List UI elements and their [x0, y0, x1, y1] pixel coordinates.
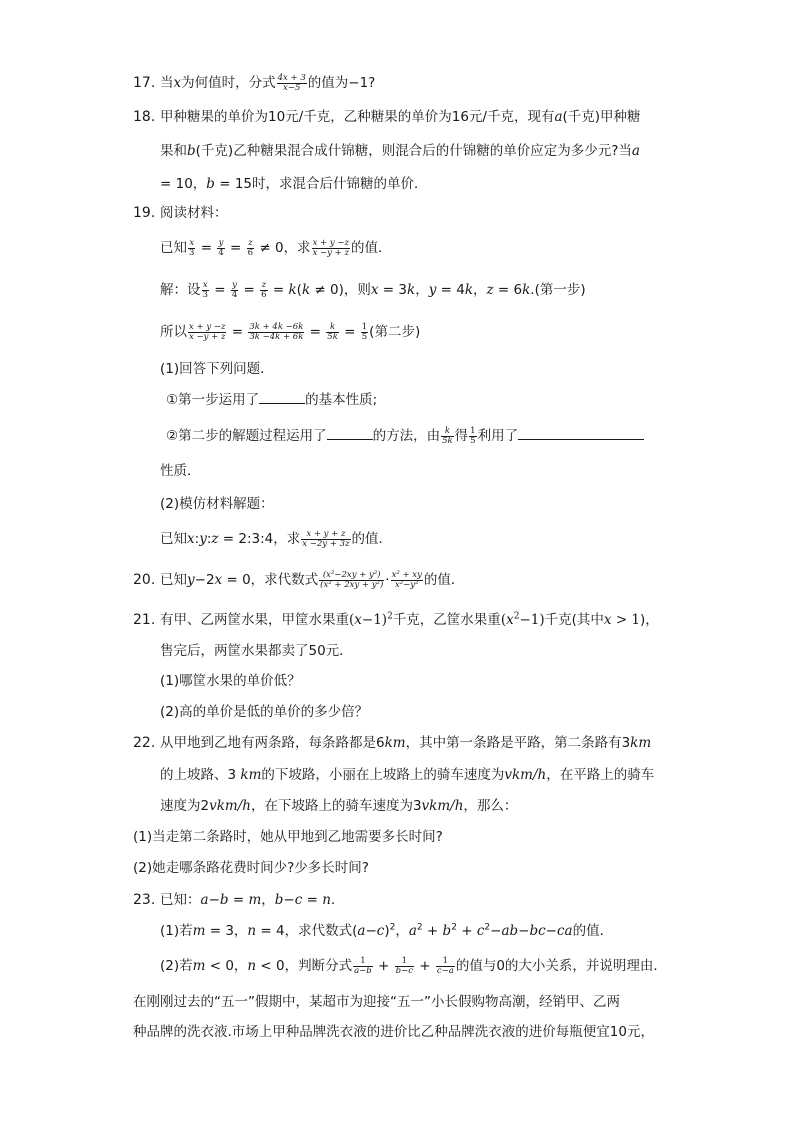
question-18-line3: = 10，b = 15时，求混合后什锦糖的单价． [160, 176, 428, 192]
question-19-part1a: ①第一步运用了 的基本性质; [166, 389, 377, 410]
question-23-given: 已知：a−b = m，b−c = n. [160, 892, 336, 908]
question-19-solution: 解：设 $\frac{x}{3}$ = $\frac{y}{4}$ = $\frac{z}{6}$ = k(k ≠ 0)，则x = 3k，y = 4k，z = 6k.(第一步) [160, 279, 586, 300]
question-21-line1: 有甲、乙两筐水果，甲筐水果重$(x-1)^2$千克，乙筐水果重$(x^2-1)$千克(其中x > 1)， [160, 611, 659, 628]
question-22-line1: 从甲地到乙地有两条路，每条路都是6km，其中第一条路是平路，第二条路有3km [160, 735, 652, 751]
question-19-part2-given: 已知x:y:z = 2:3:4，求 $\frac{x + y + z}{x -2y + 3z}$ 的值． [160, 528, 393, 549]
question-number: 21. [133, 612, 156, 628]
question-19-part1b-cont: 性质． [160, 463, 201, 479]
question-18-line1: 甲种糖果的单价为10元/千克，乙种糖果的单价为16元/千克，现有a(千克)甲种糖 [160, 109, 641, 125]
question-number: 17. [133, 75, 156, 91]
question-21-sub2: (2)高的单价是低的单价的多少倍？ [160, 704, 369, 720]
question-20: 已知y−2x = 0，求代数式 $\frac{\text{(x²−2xy + y²)}}{\text{(x² + 2xy + y²)}}$ · $\frac{\text{x² + xy}}{\text{x²−y²}}$ 的值． [160, 569, 465, 590]
question-19-given: 已知 $\frac{x}{3}$ = $\frac{y}{4}$ = $\frac{z}{6}$ ≠ 0，求 $\frac{x + y -z}{x -y + z}$ 的值． [160, 237, 392, 258]
question-number: 23. [133, 892, 156, 908]
question-22-line2: 的上坡路、3 km的下坡路，小丽在上坡路上的骑车速度为vkm/h，在平路上的骑车 [160, 767, 655, 783]
question-23-sub1: (1)若m = 3，n = 4，求代数式$(a-c)^2$，$a^2 + b^2 + c^2-ab-bc-ca$的值． [160, 922, 614, 939]
question-number: 18. [133, 109, 156, 125]
question-17: 当x为何值时，分式 $\frac{4x + 3}{x-5}$ 的值为−1? [160, 72, 376, 93]
answer-blank[interactable] [518, 425, 644, 440]
question-19-part1b: ②第二步的解题过程运用了 的方法，由 $\frac{k}{5k}$ 得 $\frac{1}{5}$ 利用了 [166, 425, 644, 446]
question-number: 19. [133, 205, 156, 221]
question-21-line2: 售完后，两筐水果都卖了50元． [160, 643, 353, 659]
question-24-line2: 种品牌的洗衣液.市场上甲种品牌洗衣液的进价比乙种品牌洗衣液的进价每瓶便宜10元， [133, 1024, 654, 1040]
question-23-sub2: (2)若m < 0，n < 0，判断分式 $\frac{1}{a-b}$ + $\frac{1}{b-c}$ + $\frac{1}{c-a}$ 的值与0的大小关系，并说明理由． [160, 955, 667, 976]
answer-blank[interactable] [327, 425, 373, 440]
question-19-part1: (1)回答下列问题． [160, 361, 274, 377]
question-19-step2: 所以 $\frac{x + y -z}{x -y + z}$ = $\frac{3k + 4k -6k}{3k -4k + 6k}$ = $\frac{k}{5k}$ = $\frac{1}{5}$ (第二步) [160, 321, 421, 342]
question-22-sub2: (2)她走哪条路花费时间少?少多长时间? [133, 860, 369, 876]
answer-blank[interactable] [259, 389, 305, 404]
question-21-sub1: (1)哪筐水果的单价低？ [160, 673, 301, 689]
question-24-line1: 在刚刚过去的“五一”假期中，某超市为迎接“五一”小长假购物高潮，经销甲、乙两 [133, 994, 620, 1010]
question-number: 20. [133, 572, 156, 588]
question-22-sub1: (1)当走第二条路时，她从甲地到乙地需要多长时间? [133, 829, 443, 845]
question-22-line3: 速度为2vkm/h，在下坡路上的骑车速度为3vkm/h，那么： [160, 798, 518, 814]
question-number: 22. [133, 735, 156, 751]
question-19-part2: (2)模仿材料解题： [160, 496, 274, 512]
question-19-title: 阅读材料： [160, 205, 228, 221]
fraction: $\frac{4x + 3}{x-5}$ [277, 72, 306, 93]
question-18-line2: 果和b(千克)乙种糖果混合成什锦糖，则混合后的什锦糖的单价应定为多少元?当a [160, 143, 640, 159]
